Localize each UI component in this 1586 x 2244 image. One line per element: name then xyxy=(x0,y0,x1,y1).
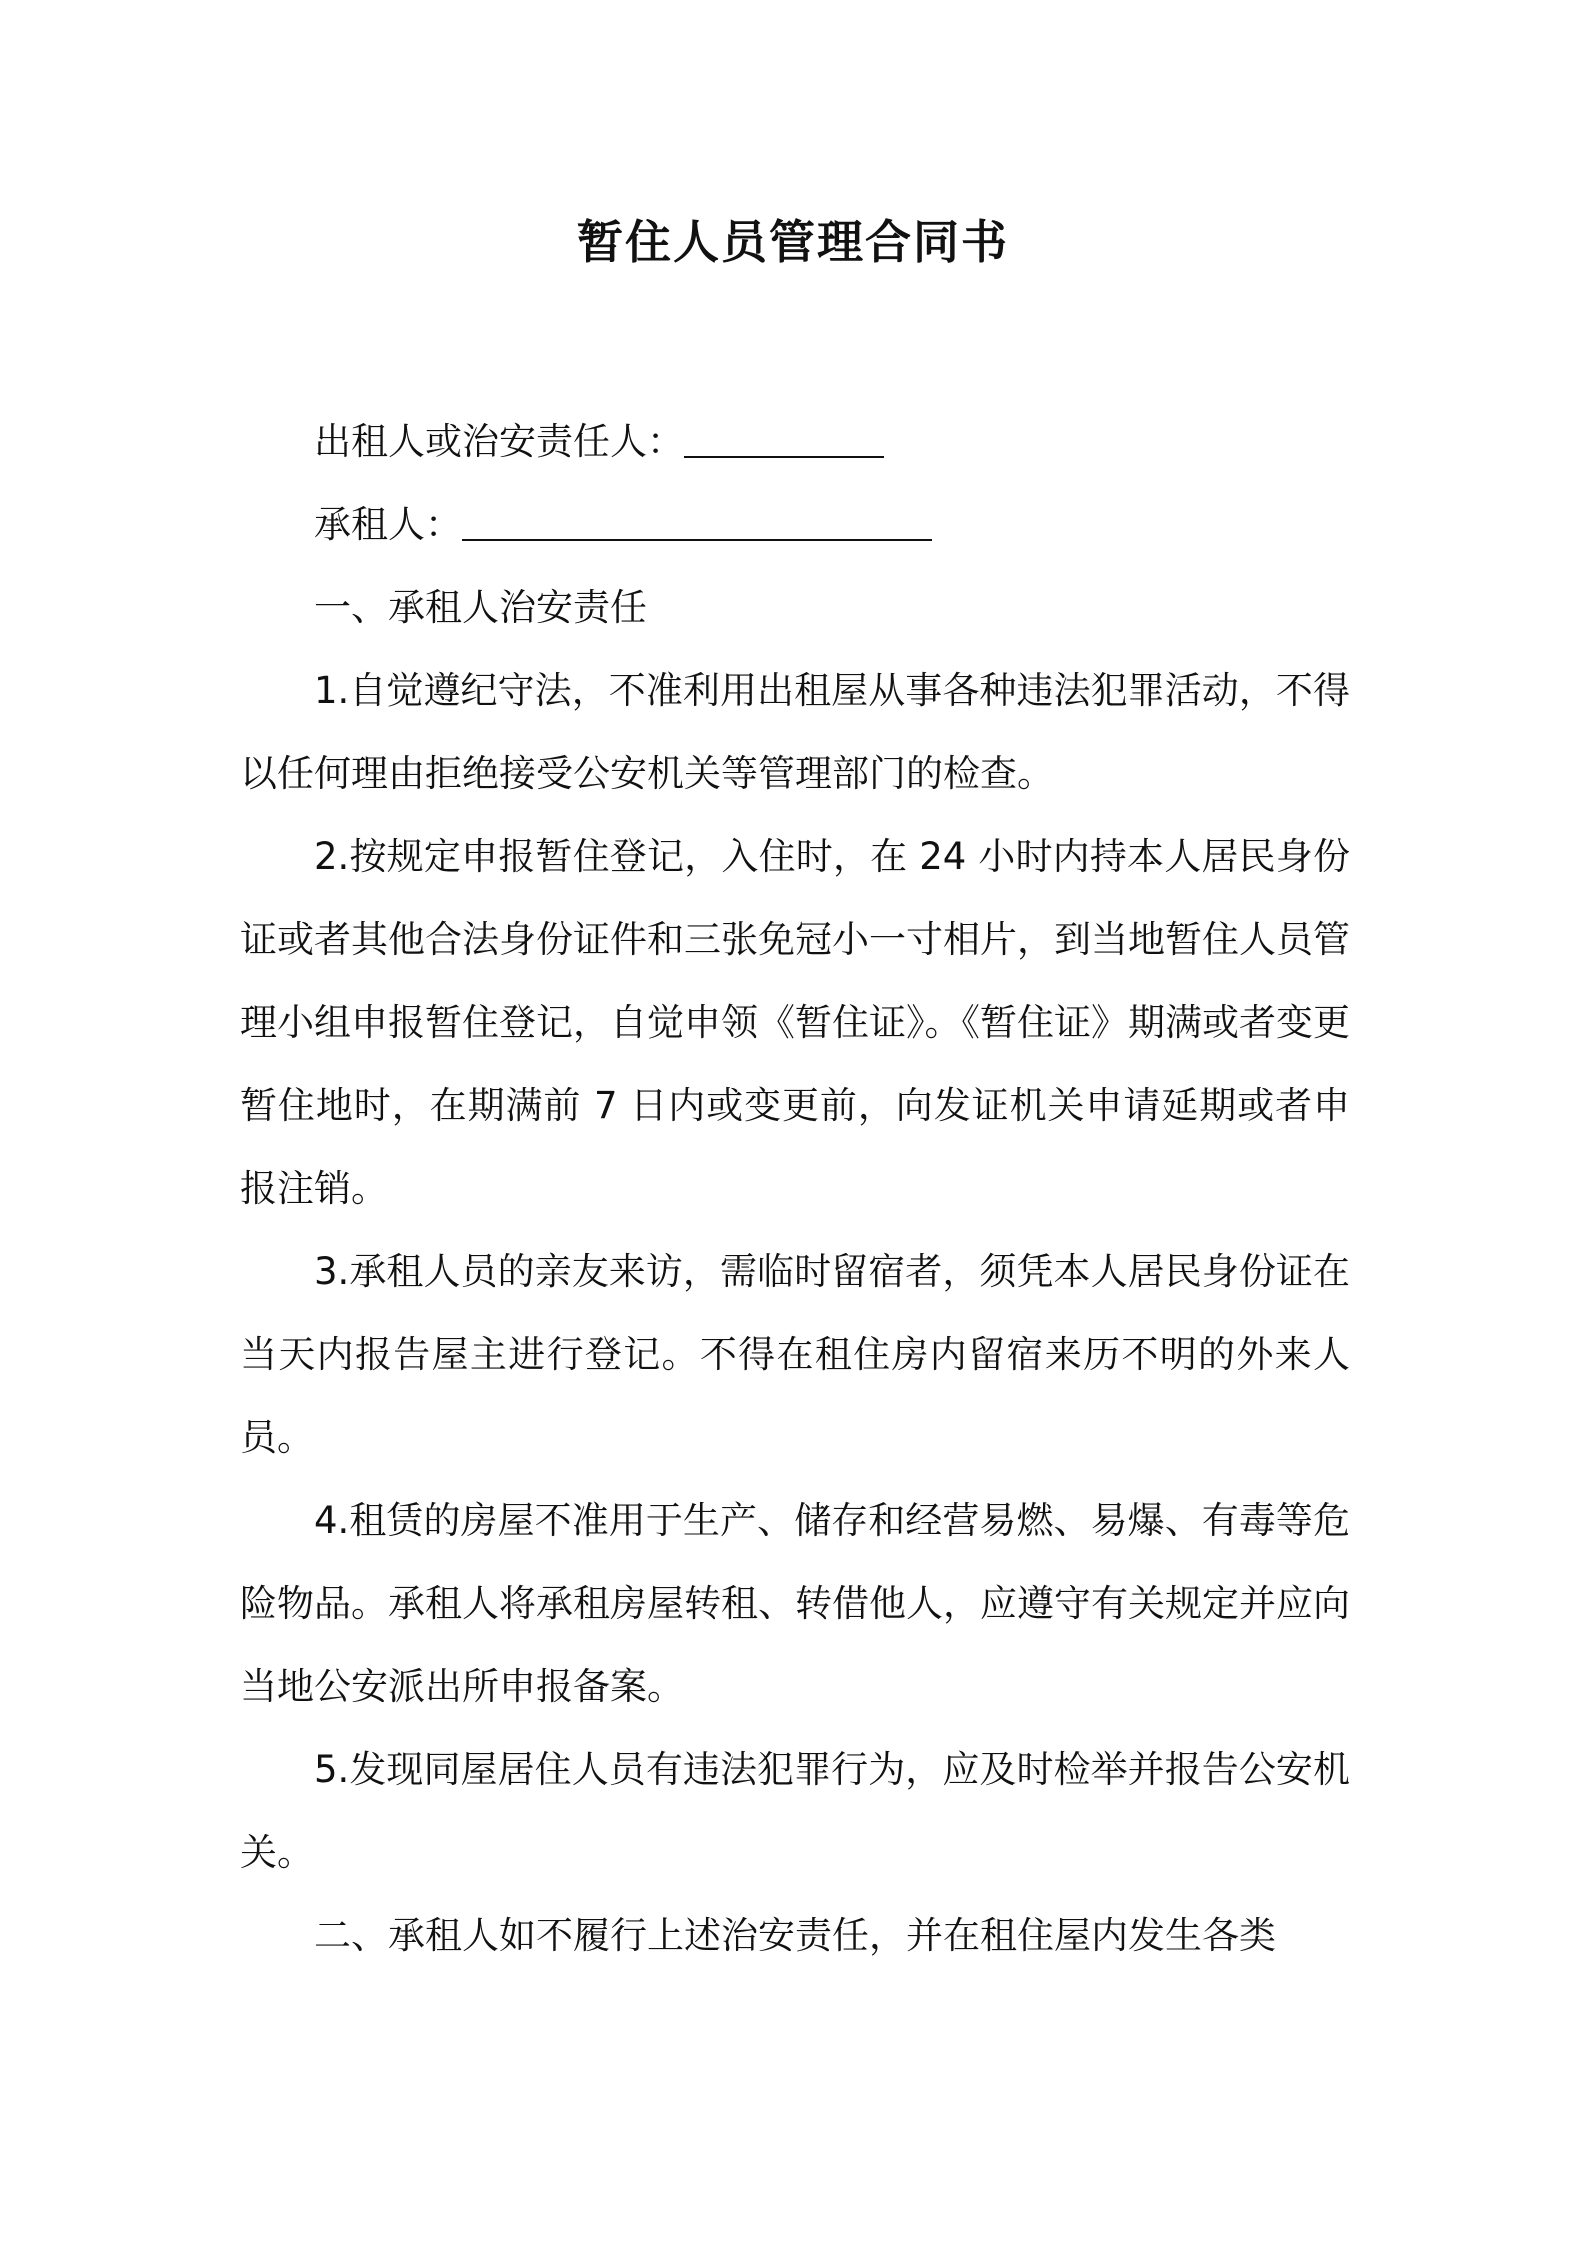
lessee-label: 承租人： xyxy=(314,503,462,546)
lessor-blank[interactable] xyxy=(684,419,884,458)
clause-5: 5.发现同屋居住人员有违法犯罪行为，应及时检举并报告公安机关。 xyxy=(240,1748,1350,1874)
clause-3: 3.承租人员的亲友来访，需临时留宿者，须凭本人居民身份证在当天内报告屋主进行登记。不得在租住房内留宿来历不明的外来人员。 xyxy=(240,1250,1350,1459)
document-body xyxy=(240,400,1350,1977)
clause-2: 2.按规定申报暂住登记，入住时，在 24 小时内持本人居民身份证或者其他合法身份证件和三张免冠小一寸相片，到当地暂住人员管理小组申报暂住登记，自觉申领《暂住证》。《暂住证》期满或者变更暂住地时，在期满前 7 日内或变更前，向发证机关申请延期或者申报注销。 xyxy=(240,835,1350,1210)
section-heading-1: 一、承租人治安责任 xyxy=(314,586,647,629)
lessor-field xyxy=(240,400,1350,483)
lessor-label: 出租人或治安责任人： xyxy=(314,420,684,463)
document-title: 暂住人员管理合同书 xyxy=(577,215,1009,269)
clause-4: 4.租赁的房屋不准用于生产、储存和经营易燃、易爆、有毒等危险物品。承租人将承租房屋转租、转借他人，应遵守有关规定并应向当地公安派出所申报备案。 xyxy=(240,1499,1350,1708)
section-heading-2: 二、承租人如不履行上述治安责任，并在租住屋内发生各类 xyxy=(314,1914,1276,1957)
lessee-field xyxy=(240,483,1350,566)
lessee-blank[interactable] xyxy=(462,502,932,541)
clause-1: 1.自觉遵纪守法，不准利用出租屋从事各种违法犯罪活动，不得以任何理由拒绝接受公安机关等管理部门的检查。 xyxy=(240,669,1350,795)
